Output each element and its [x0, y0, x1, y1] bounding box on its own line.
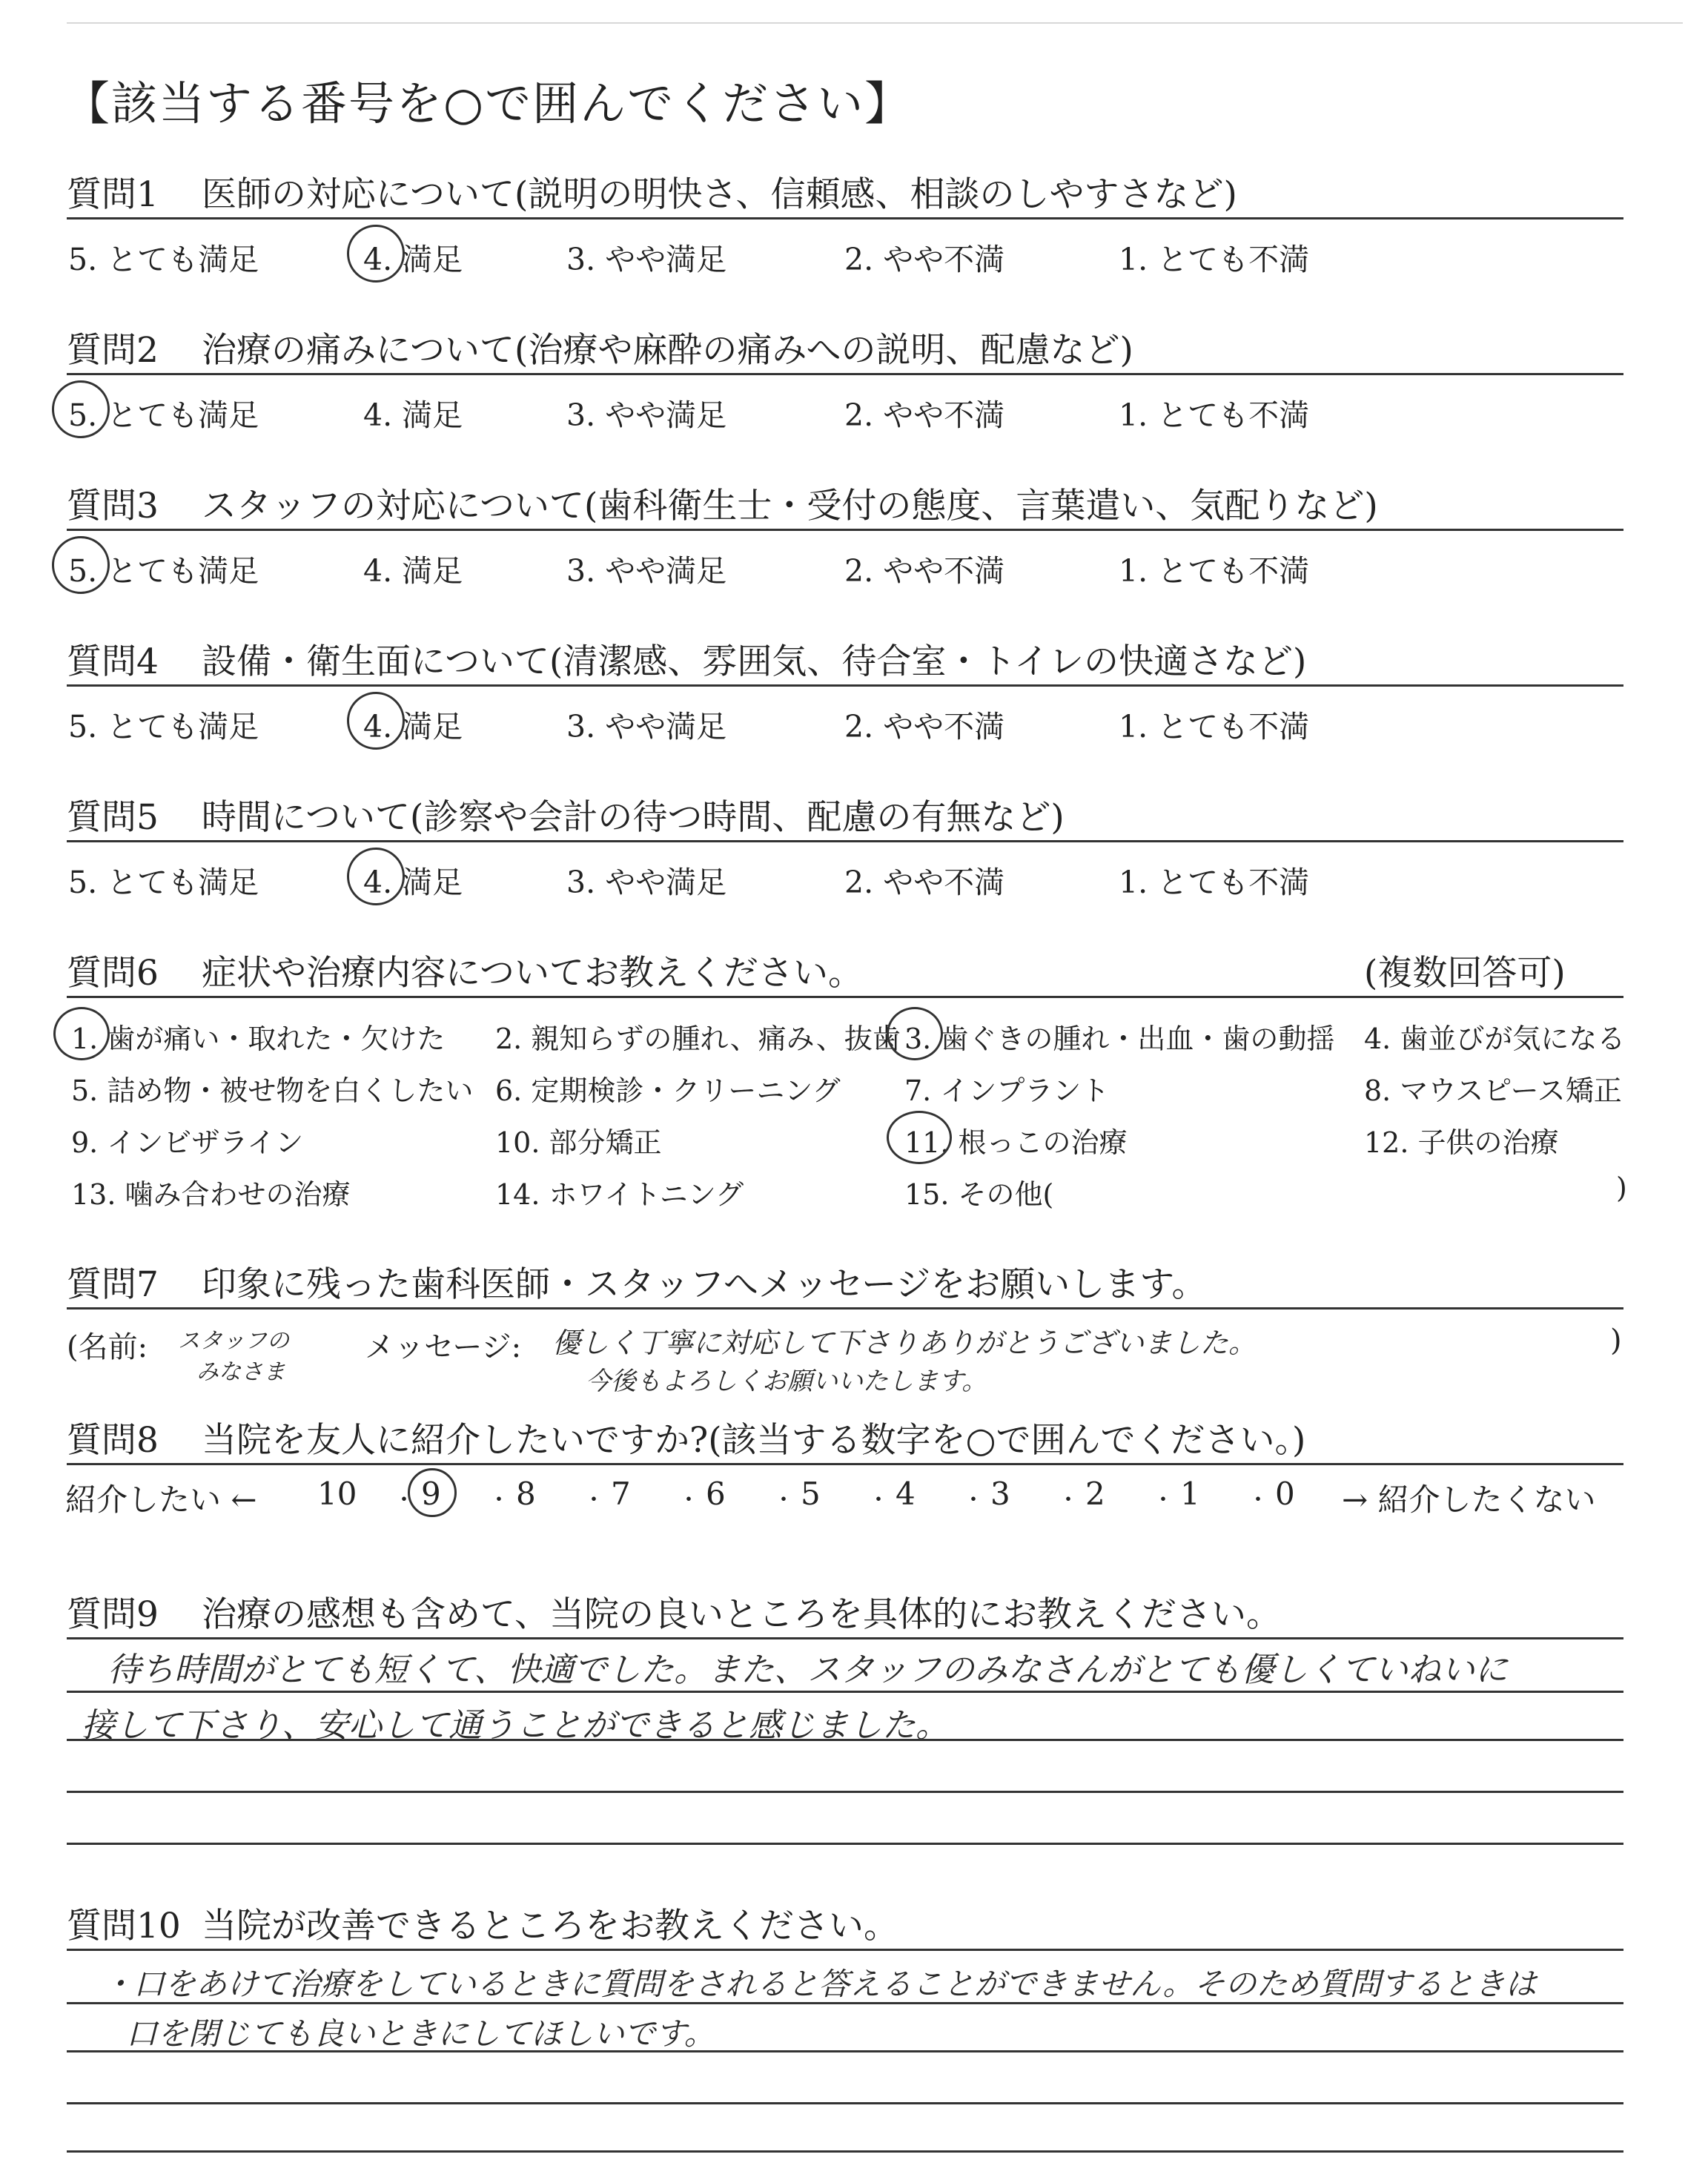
rating-option-5[interactable]: 5. とても満足	[68, 242, 259, 277]
scale-separator-dot: ・	[488, 1487, 510, 1513]
question-3-text: スタッフの対応について(歯科衛生士・受付の態度、言葉遣い、気配りなど)	[202, 486, 1378, 526]
symptom-option-3[interactable]: 3. 歯ぐきの腫れ・出血・歯の動揺	[904, 1023, 1335, 1055]
name-value-line-1: スタッフの	[178, 1328, 289, 1354]
question-3-heading	[67, 478, 1378, 528]
question-7	[67, 1257, 1623, 1316]
rating-option-5[interactable]: 5. とても満足	[68, 709, 259, 744]
scale-separator-dot: ・	[867, 1487, 890, 1513]
rating-options-5	[68, 858, 1625, 902]
symptom-option-9[interactable]: 9. インビザライン	[71, 1126, 304, 1159]
recommend-option-2[interactable]: 2	[1085, 1476, 1105, 1512]
top-border	[67, 22, 1683, 24]
symptom-option-6[interactable]: 6. 定期検診・クリーニング	[495, 1074, 841, 1107]
answer-rule	[67, 2050, 1623, 2052]
scale-separator-dot: ・	[1247, 1487, 1269, 1513]
improvements-line-2: 口を閉じても良いときにしてほしいです。	[126, 2015, 715, 2052]
message-label: メッセージ:	[365, 1330, 522, 1364]
answer-rule	[67, 1739, 1623, 1741]
message-close-paren: )	[1610, 1324, 1622, 1358]
rating-option-3[interactable]: 3. やや満足	[566, 865, 727, 900]
question-5-heading	[67, 790, 1065, 839]
rating-option-2[interactable]: 2. やや不満	[844, 553, 1005, 589]
question-6-text: 症状や治療内容についてお教えください。	[202, 953, 864, 994]
good-points-line-2: 接して下さり、安心して通うことができると感じました。	[82, 1705, 950, 1745]
symptom-option-1[interactable]: 1. 歯が痛い・取れた・欠けた	[71, 1023, 446, 1055]
question-10	[67, 1898, 1623, 1958]
rating-option-4[interactable]: 4. 満足	[363, 709, 463, 744]
rating-options-1	[68, 235, 1625, 280]
instruction-title: 【該当する番号を○で囲んでください】	[64, 76, 913, 131]
recommend-option-4[interactable]: 4	[896, 1476, 916, 1512]
question-3-label: 質問3	[67, 486, 159, 526]
rating-option-1[interactable]: 1. とても不満	[1119, 242, 1310, 277]
answer-rule	[67, 2150, 1623, 2153]
rating-option-1[interactable]: 1. とても不満	[1119, 865, 1310, 900]
question-9-text: 治療の感想も含めて、当院の良いところを具体的にお教えください。	[202, 1594, 1282, 1635]
question-10-label: 質問10	[67, 1906, 181, 1946]
question-rule	[67, 217, 1623, 219]
question-7-label: 質問7	[67, 1264, 159, 1305]
rating-option-2[interactable]: 2. やや不満	[844, 709, 1005, 744]
symptom-option-14[interactable]: 14. ホワイトニング	[495, 1178, 744, 1211]
rating-option-1[interactable]: 1. とても不満	[1119, 553, 1310, 589]
question-rule	[67, 373, 1623, 375]
symptom-option-13[interactable]: 13. 噛み合わせの治療	[71, 1178, 351, 1211]
question-5-text: 時間について(診察や会計の待つ時間、配慮の有無など)	[202, 797, 1065, 838]
question-8-text: 当院を友人に紹介したいですか?(該当する数字を○で囲んでください。)	[202, 1420, 1306, 1461]
answer-rule	[67, 2002, 1623, 2004]
rating-option-1[interactable]: 1. とても不満	[1119, 397, 1310, 433]
question-3	[67, 478, 1623, 538]
rating-options-2	[68, 391, 1625, 435]
recommend-right-label: → 紹介したくない	[1342, 1482, 1596, 1518]
answer-rule	[67, 1691, 1623, 1693]
question-2	[67, 323, 1623, 382]
recommend-option-7[interactable]: 7	[611, 1476, 631, 1512]
question-7-text: 印象に残った歯科医師・スタッフへメッセージをお願いします。	[202, 1264, 1207, 1305]
rating-option-5[interactable]: 5. とても満足	[68, 865, 259, 900]
question-5-label: 質問5	[67, 797, 159, 838]
symptom-option-8[interactable]: 8. マウスピース矯正	[1364, 1074, 1622, 1107]
recommend-option-8[interactable]: 8	[516, 1476, 536, 1512]
question-4-text: 設備・衛生面について(清潔感、雰囲気、待合室・トイレの快適さなど)	[202, 641, 1307, 682]
symptom-option-4[interactable]: 4. 歯並びが気になる	[1364, 1023, 1626, 1055]
recommend-option-10[interactable]: 10	[317, 1476, 357, 1512]
question-4-label: 質問4	[67, 641, 159, 682]
symptom-option-11[interactable]: 11. 根っこの治療	[904, 1126, 1128, 1159]
scale-separator-dot: ・	[583, 1487, 605, 1513]
answer-rule	[67, 1791, 1623, 1793]
recommend-left-label: 紹介したい ←	[65, 1482, 257, 1518]
recommend-option-5[interactable]: 5	[801, 1476, 821, 1512]
question-1	[67, 167, 1623, 226]
good-points-line-1: 待ち時間がとても短くて、快適でした。また、スタッフのみなさんがとても優しくていねいに	[107, 1650, 1509, 1689]
answer-rule	[67, 1843, 1623, 1845]
symptom-option-12[interactable]: 12. 子供の治療	[1364, 1126, 1559, 1159]
rating-option-5[interactable]: 5. とても満足	[68, 397, 259, 433]
question-2-label: 質問2	[67, 330, 159, 371]
question-8-label: 質問8	[67, 1420, 159, 1461]
rating-option-3[interactable]: 3. やや満足	[566, 242, 727, 277]
question-6-label: 質問6	[67, 953, 159, 994]
rating-option-3[interactable]: 3. やや満足	[566, 553, 727, 589]
question-1-label: 質問1	[67, 174, 159, 215]
rating-option-4[interactable]: 4. 満足	[363, 865, 463, 900]
scale-separator-dot: ・	[1152, 1487, 1174, 1513]
question-4	[67, 634, 1623, 693]
recommend-option-1[interactable]: 1	[1180, 1476, 1200, 1512]
scale-separator-dot: ・	[1057, 1487, 1079, 1513]
name-label: (名前:	[67, 1330, 148, 1364]
rating-options-3	[68, 546, 1625, 591]
recommend-option-9[interactable]: 9	[421, 1476, 441, 1512]
rating-option-4[interactable]: 4. 満足	[363, 397, 463, 433]
symptom-option-2[interactable]: 2. 親知らずの腫れ、痛み、抜歯	[495, 1023, 901, 1055]
rating-options-4	[68, 702, 1625, 747]
symptom-option-7[interactable]: 7. インプラント	[904, 1074, 1110, 1107]
scale-separator-dot: ・	[962, 1487, 984, 1513]
scale-separator-dot: ・	[393, 1487, 415, 1513]
question-1-text: 医師の対応について(説明の明快さ、信頼感、相談のしやすさなど)	[202, 174, 1237, 215]
rating-option-1[interactable]: 1. とても不満	[1119, 709, 1310, 744]
symptom-option-15[interactable]: 15. その他(	[904, 1178, 1054, 1211]
recommend-option-6[interactable]: 6	[706, 1476, 726, 1512]
improvements-line-1: ・口をあけて治療をしているときに質問をされると答えることができません。そのため質問するときは	[102, 1966, 1537, 2002]
rating-option-4[interactable]: 4. 満足	[363, 553, 463, 589]
rating-option-2[interactable]: 2. やや不満	[844, 242, 1005, 277]
recommend-option-0[interactable]: 0	[1275, 1476, 1295, 1512]
question-2-heading	[67, 323, 1133, 372]
question-6	[67, 945, 1623, 1005]
question-10-text: 当院が改善できるところをお教えください。	[202, 1906, 898, 1946]
question-9-label: 質問9	[67, 1594, 159, 1635]
question-8	[67, 1413, 1623, 1472]
question-rule	[67, 684, 1623, 687]
name-value-line-2: みなさま	[196, 1359, 285, 1385]
question-6-note: (複数回答可)	[1364, 953, 1566, 994]
symptom-option-10[interactable]: 10. 部分矯正	[495, 1126, 662, 1159]
rating-option-4[interactable]: 4. 満足	[363, 242, 463, 277]
symptom-option-5[interactable]: 5. 詰め物・被せ物を白くしたい	[71, 1074, 474, 1107]
rating-option-2[interactable]: 2. やや不満	[844, 397, 1005, 433]
question-5	[67, 790, 1623, 849]
question-4-heading	[67, 634, 1306, 684]
rating-option-5[interactable]: 5. とても満足	[68, 553, 259, 589]
rating-option-3[interactable]: 3. やや満足	[566, 709, 727, 744]
question-rule	[67, 840, 1623, 842]
message-line-2: 今後もよろしくお願いいたします。	[586, 1367, 987, 1396]
other-close-paren: )	[1616, 1172, 1627, 1204]
message-line-1: 優しく丁寧に対応して下さりありがとうございました。	[552, 1327, 1257, 1359]
question-rule	[67, 529, 1623, 531]
rating-option-2[interactable]: 2. やや不満	[844, 865, 1005, 900]
scale-separator-dot: ・	[678, 1487, 700, 1513]
question-1-heading	[67, 167, 1237, 217]
rating-option-3[interactable]: 3. やや満足	[566, 397, 727, 433]
question-9	[67, 1587, 1623, 1646]
answer-rule	[67, 2102, 1623, 2104]
recommend-option-3[interactable]: 3	[990, 1476, 1010, 1512]
scale-separator-dot: ・	[772, 1487, 795, 1513]
question-2-text: 治療の痛みについて(治療や麻酔の痛みへの説明、配慮など)	[202, 330, 1133, 371]
